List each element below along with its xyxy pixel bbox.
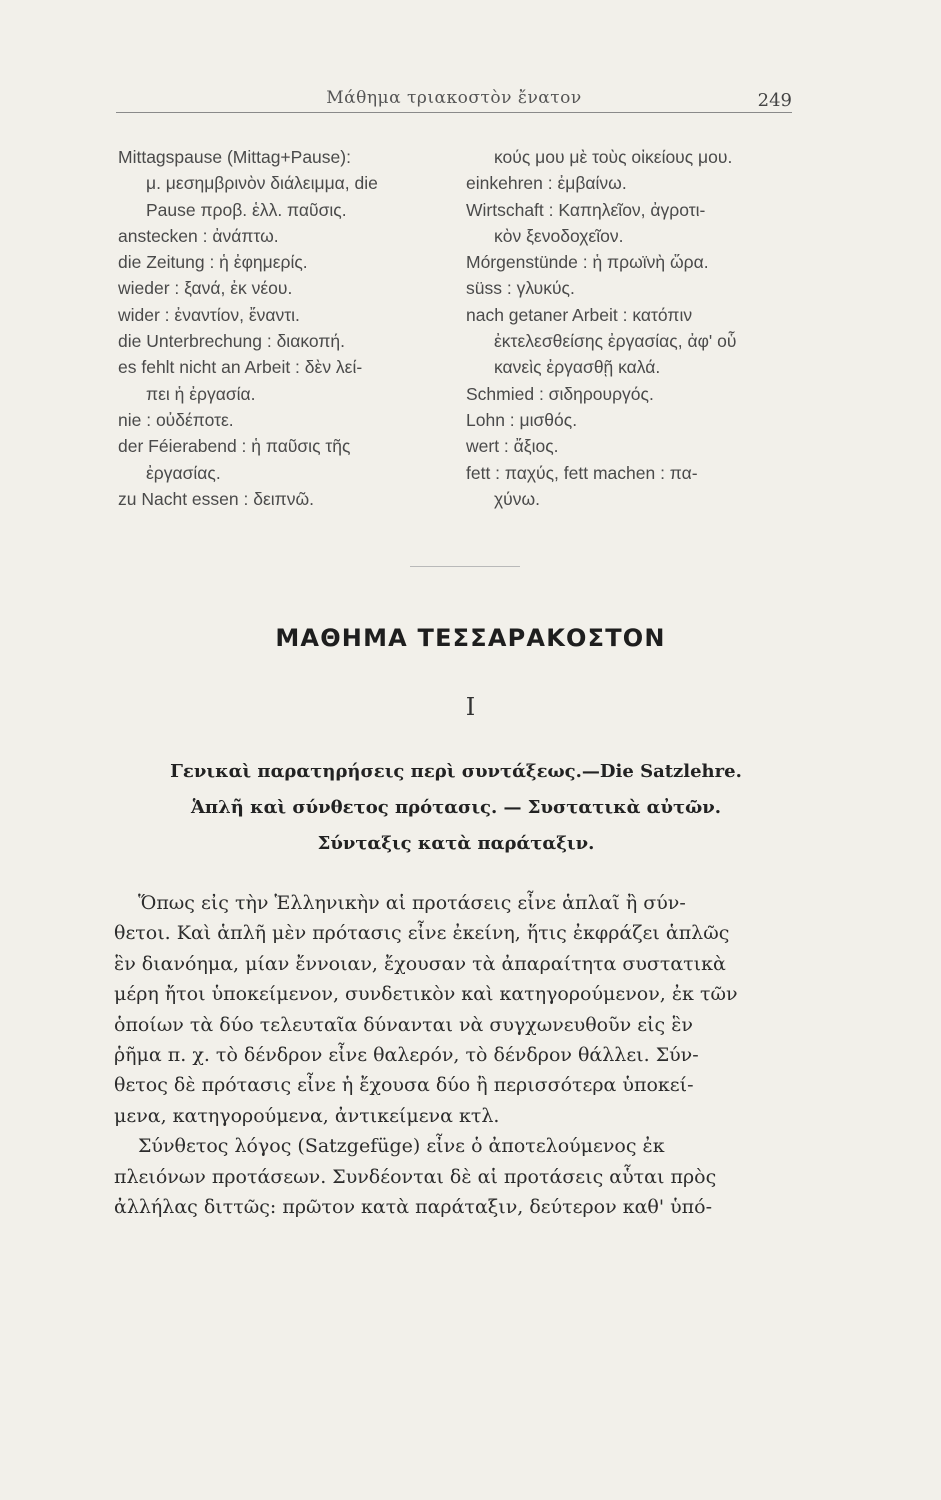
vocab-line: Schmied : σιδηρουργός. (466, 383, 654, 404)
paragraph-line: ἀλλήλας διττῶς: πρῶτον κατὰ παράταξιν, δεύτερον καθ' ὑπό- (114, 1196, 713, 1219)
heading-line: Σύνταξις κατὰ παράταξιν. (317, 833, 595, 854)
paragraph-line: Σύνθετος λόγος (Satzgefüge) εἶνε ὁ ἀποτελούμενος ἐκ (138, 1135, 665, 1158)
page-number: 249 (757, 90, 792, 111)
vocab-line: κὸν ξενοδοχεῖον. (494, 225, 624, 246)
vocab-line: anstecken : ἀνάπτω. (118, 225, 279, 246)
paragraph-line: μέρη ἤτοι ὑποκείμενον, συνδετικὸν καὶ κατηγορούμενον, ἐκ τῶν (114, 983, 738, 1006)
paragraph-line: ὁποίων τὰ δύο τελευταῖα δύνανται νὰ συγχωνευθοῦν εἰς ἓν (114, 1013, 693, 1036)
vocab-line: die Unterbrechung : διακοπή. (118, 331, 346, 352)
vocab-line: wider : ἐναντίον, ἔναντι. (118, 304, 300, 325)
vocab-line: Lohn : μισθός. (466, 409, 578, 430)
vocab-line: nach getaner Arbeit : κατόπιν (466, 304, 693, 325)
vocab-line: Pause προβ. ἑλλ. παῦσις. (146, 199, 347, 220)
running-header (116, 88, 792, 113)
vocab-line: ἐργασίας. (146, 462, 221, 483)
vocab-line: es fehlt nicht an Arbeit : δὲν λεί- (118, 357, 363, 378)
vocab-line: nie : οὐδέποτε. (118, 409, 234, 430)
vocab-line: süss : γλυκύς. (466, 278, 575, 299)
paragraph-line: ἓν διανόημα, μίαν ἔννοιαν, ἔχουσαν τὰ ἀπαραίτητα συστατικὰ (114, 952, 726, 975)
heading-line: Γενικαὶ παρατηρήσεις περὶ συντάξεως.—Die Satzlehre. (170, 761, 742, 782)
vocab-column-right (466, 144, 796, 512)
vocab-line: ἐκτελεσθείσης ἐργασίας, ἀφ' οὗ (494, 331, 737, 352)
vocab-line: μ. μεσημβρινὸν διάλειμμα, die (146, 173, 378, 194)
paragraph-line: μενα, κατηγορούμενα, ἀντικείμενα κτλ. (114, 1104, 500, 1127)
vocab-line: κούς μου μὲ τοὺς οἰκείους μου. (494, 147, 733, 167)
vocab-line: κανεὶς ἐργασθῇ καλά. (494, 357, 661, 378)
vocab-line: χύνω. (494, 488, 541, 509)
vocab-line: wert : ἄξιος. (466, 436, 559, 457)
vocab-line: Mórgenstünde : ἡ πρωϊνὴ ὥρα. (466, 252, 709, 273)
paragraph-line: Ὅπως εἰς τὴν Ἑλληνικὴν αἱ προτάσεις εἶνε ἁπλαῖ ἢ σύν- (138, 892, 686, 914)
vocab-line: wieder : ξανά, ἐκ νέου. (118, 278, 293, 299)
vocab-column-left (118, 144, 444, 512)
vocab-line: Mittagspause (Mittag+Pause): (118, 147, 351, 167)
vocab-line: πει ἡ ἐργασία. (146, 383, 256, 404)
paragraph-line: θετος δὲ πρότασις εἶνε ἡ ἔχουσα δύο ἢ περισσότερα ὑποκεί- (114, 1074, 694, 1097)
paragraph-line: ῥῆμα π. χ. τὸ δένδρον εἶνε θαλερόν, τὸ δένδρον θάλλει. Σύν- (114, 1044, 699, 1067)
vocab-line: Wirtschaft : Καπηλεῖον, ἀγροτι- (466, 199, 706, 220)
section-numeral: I (465, 693, 476, 721)
paragraph-line: θετοι. Καὶ ἁπλῆ μὲν πρότασις εἶνε ἐκείνη, ἥτις ἐκφράζει ἁπλῶς (114, 922, 730, 945)
lesson-title: ΜΑΘΗΜΑ ΤΕΣΣΑΡΑΚΟΣΤΟΝ (275, 624, 666, 652)
section-headings (116, 754, 796, 862)
body-text (114, 888, 794, 1222)
vocab-line: einkehren : ἐμβαίνω. (466, 173, 627, 194)
paragraph-line: πλειόνων προτάσεων. Συνδέονται δὲ αἱ προτάσεις αὗται πρὸς (114, 1165, 717, 1188)
vocab-line: fett : παχύς, fett machen : πα- (466, 462, 698, 483)
vocab-line: die Zeitung : ἡ ἐφημερίς. (118, 252, 308, 273)
running-title: Μάθημα τριακοστὸν ἔνατον (326, 88, 582, 108)
vocab-line: der Féierabend : ἡ παῦσις τῆς (118, 436, 351, 457)
vocab-line: zu Nacht essen : δειπνῶ. (118, 488, 314, 509)
section-divider (410, 566, 520, 567)
heading-line: Ἁπλῆ καὶ σύνθετος πρότασις. — Συστατικὰ αὐτῶν. (190, 797, 722, 818)
